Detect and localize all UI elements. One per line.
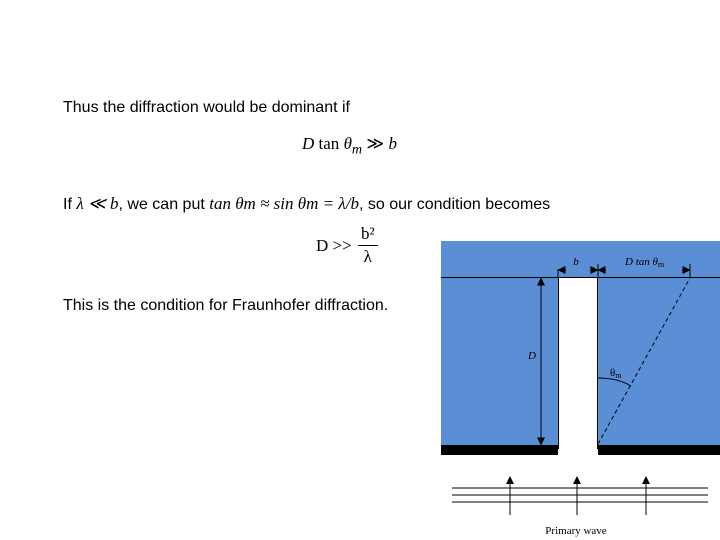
slit-opening xyxy=(558,278,598,449)
condition-end: , so our condition becomes xyxy=(358,196,551,213)
intro-text: Thus the diffraction would be dominant if xyxy=(63,99,350,116)
eq1-theta: θ xyxy=(343,134,352,153)
lambda-condition: λ ≪ b xyxy=(76,194,119,213)
primary-wave-caption: Primary wave xyxy=(545,525,607,537)
eq1-b: b xyxy=(388,134,397,153)
eq2-numerator: b² xyxy=(358,224,378,246)
eq2-denominator: λ xyxy=(363,247,372,266)
eq1-D: D xyxy=(302,134,315,153)
if-word: If xyxy=(63,196,77,213)
eq1-sub: m xyxy=(351,141,363,158)
condition-mid: , we can put xyxy=(118,196,210,213)
screen-right-bar xyxy=(598,445,720,455)
screen-left-bar xyxy=(441,445,558,455)
label-dtan: D tan θm xyxy=(625,256,665,269)
label-b: b xyxy=(573,256,579,268)
small-angle-approx: tan θm ≈ sin θm = λ/b xyxy=(209,194,359,213)
eq1-relation: ≫ xyxy=(366,134,385,153)
eq1-tan: tan xyxy=(318,134,340,153)
fraunhofer-text: This is the condition for Fraunhofer diffraction. xyxy=(63,297,389,314)
label-D: D xyxy=(528,350,536,362)
eq2-lhs: D >> xyxy=(316,236,352,255)
label-theta: θm xyxy=(610,367,622,380)
